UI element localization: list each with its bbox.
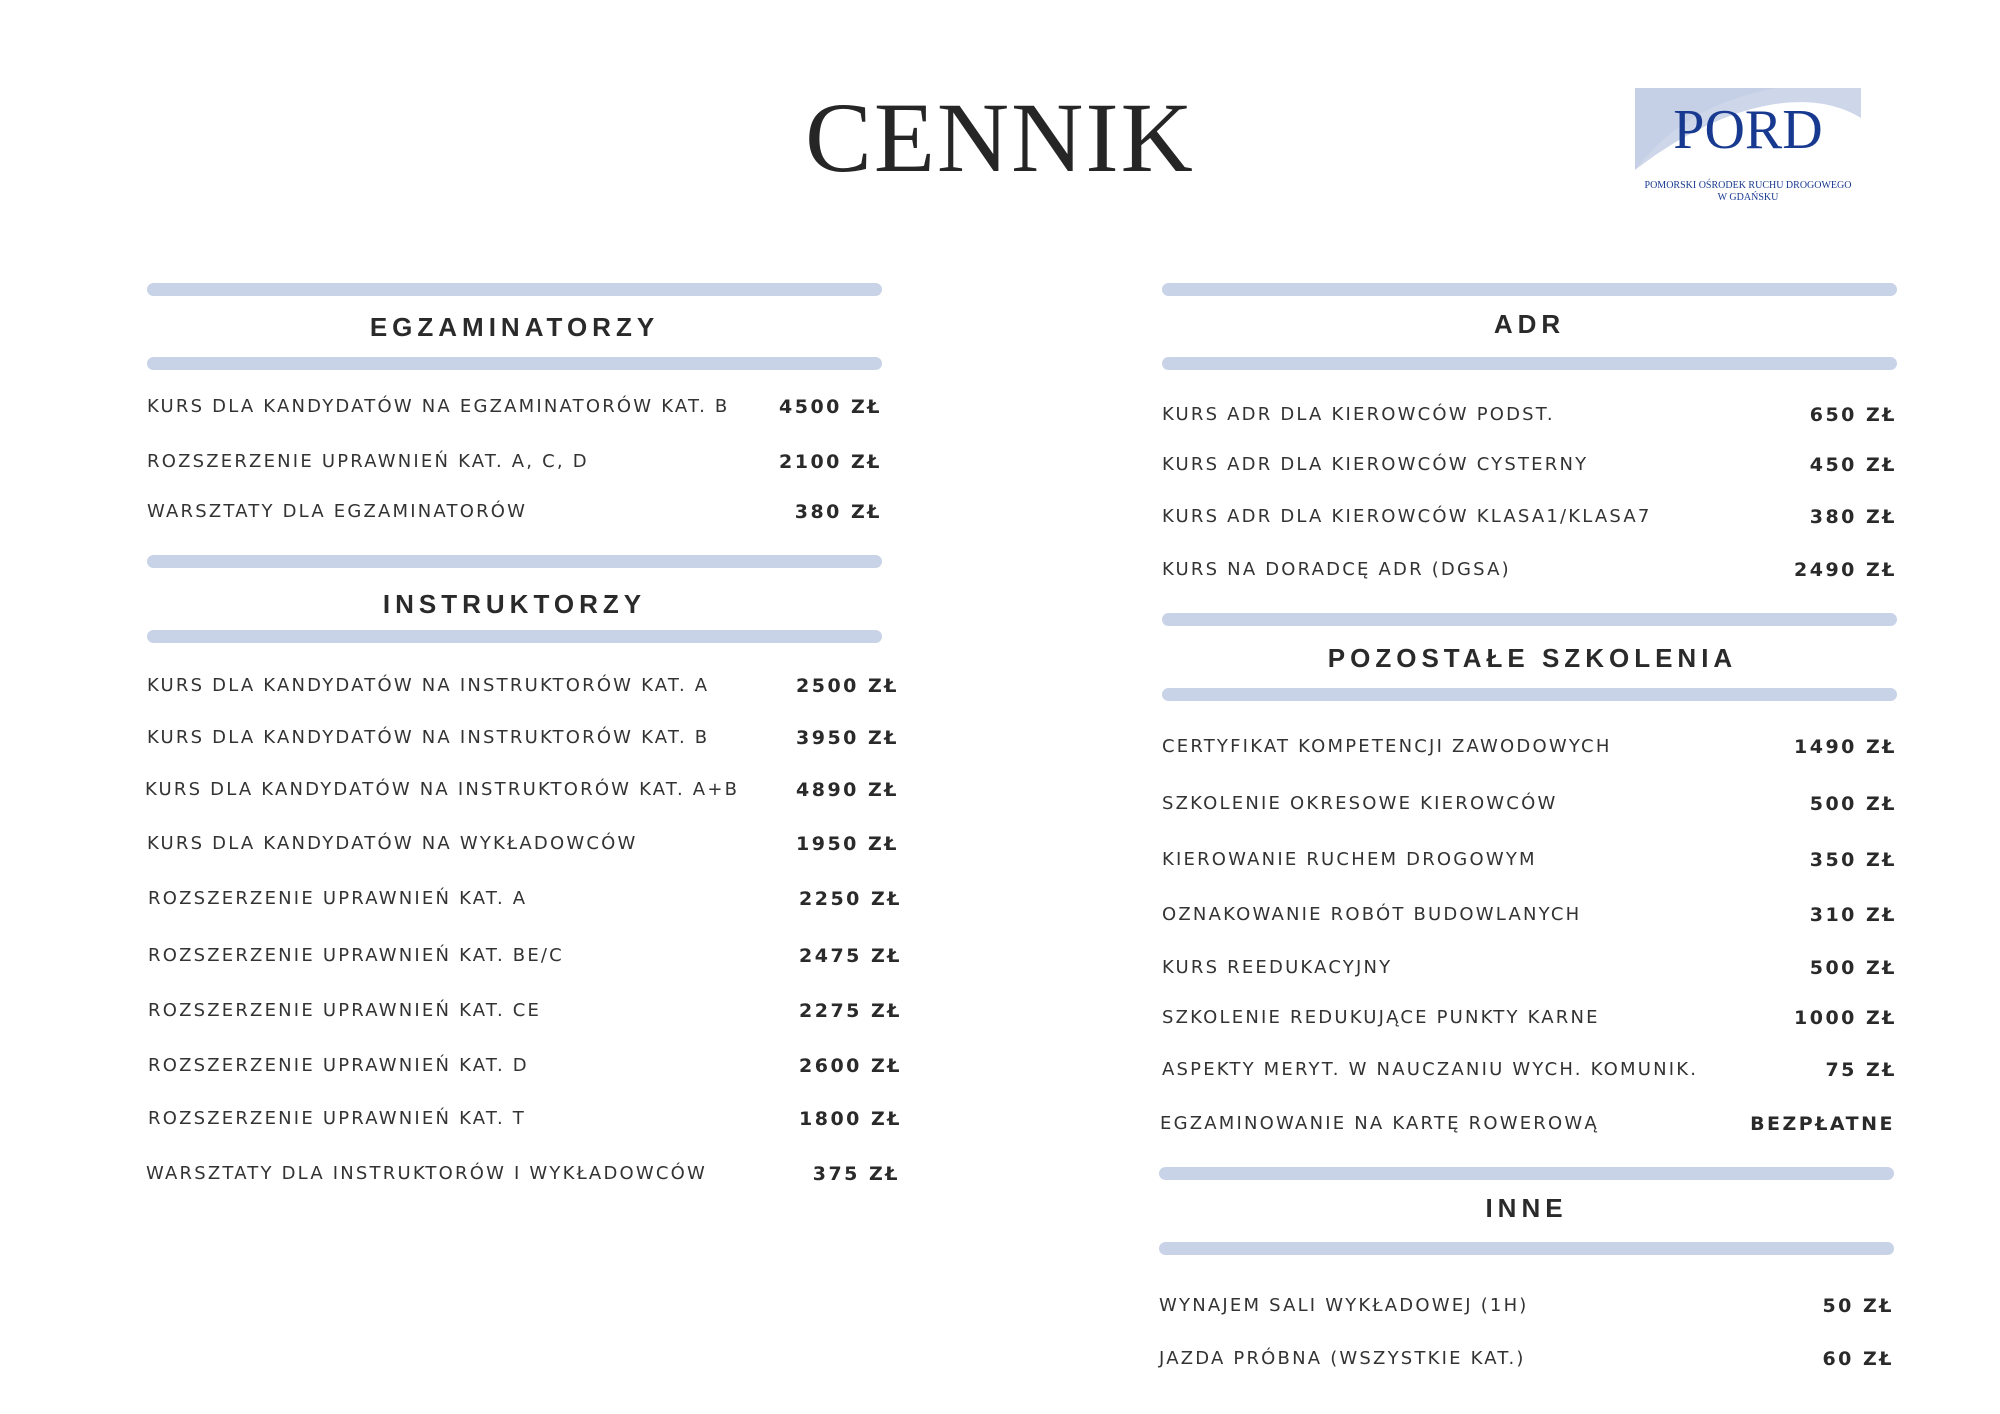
price-row xyxy=(1162,555,1897,585)
section-heading-inne: INNE xyxy=(1485,1193,1568,1223)
item-label: ROZSZERZENIE UPRAWNIEŃ KAT. T xyxy=(148,1108,526,1129)
item-label: KURS DLA KANDYDATÓW NA INSTRUKTORÓW KAT. A+B xyxy=(145,779,740,800)
logo-subtitle: POMORSKI OŚRODEK RUCHU DROGOWEGO W GDAŃSKU xyxy=(1644,180,1852,203)
item-label: ROZSZERZENIE UPRAWNIEŃ KAT. A xyxy=(148,888,528,909)
section-heading-adr: ADR xyxy=(1493,309,1566,339)
item-price: 650 ZŁ xyxy=(1809,404,1897,426)
section-divider xyxy=(147,555,882,568)
section-divider xyxy=(1162,688,1897,701)
item-price: 1800 ZŁ xyxy=(799,1108,902,1130)
item-price: 2275 ZŁ xyxy=(799,1000,902,1022)
section-divider xyxy=(1162,357,1897,370)
item-price: 50 ZŁ xyxy=(1822,1295,1894,1317)
item-price: 350 ZŁ xyxy=(1809,849,1897,871)
item-label: KURS DLA KANDYDATÓW NA EGZAMINATORÓW KAT. B xyxy=(147,396,730,417)
price-row xyxy=(1162,1003,1897,1033)
item-price: 1490 ZŁ xyxy=(1794,736,1897,758)
section-divider xyxy=(147,630,882,643)
item-price: 375 ZŁ xyxy=(812,1163,900,1185)
item-label: KIEROWANIE RUCHEM DROGOWYM xyxy=(1162,849,1537,870)
page-title: CENNIK xyxy=(805,82,1195,193)
price-row xyxy=(148,1104,902,1134)
item-label: EGZAMINOWANIE NA KARTĘ ROWEROWĄ xyxy=(1160,1113,1599,1134)
item-label: JAZDA PRÓBNA (WSZYSTKIE KAT.) xyxy=(1159,1348,1526,1369)
item-price: 380 ZŁ xyxy=(794,501,882,523)
item-label: KURS REEDUKACYJNY xyxy=(1162,957,1393,978)
item-label: SZKOLENIE OKRESOWE KIEROWCÓW xyxy=(1162,793,1558,814)
item-price: 2475 ZŁ xyxy=(799,945,902,967)
price-row xyxy=(148,1051,902,1081)
item-price: 1950 ZŁ xyxy=(796,833,899,855)
item-label: CERTYFIKAT KOMPETENCJI ZAWODOWYCH xyxy=(1162,736,1612,757)
section-divider xyxy=(1162,613,1897,626)
price-row xyxy=(148,941,902,971)
item-price: 4890 ZŁ xyxy=(796,779,899,801)
item-price: 2490 ZŁ xyxy=(1794,559,1897,581)
section-divider xyxy=(147,283,882,296)
item-price: 380 ZŁ xyxy=(1809,506,1897,528)
section-heading-egzaminatorzy: EGZAMINATORZY xyxy=(369,312,660,342)
item-price: 2100 ZŁ xyxy=(779,451,882,473)
price-row xyxy=(1162,953,1897,983)
price-row xyxy=(147,497,882,527)
section-divider xyxy=(147,357,882,370)
item-price: 2500 ZŁ xyxy=(796,675,899,697)
section-heading-instruktorzy: INSTRUKTORZY xyxy=(382,589,647,619)
price-row xyxy=(148,996,902,1026)
price-row xyxy=(1162,732,1897,762)
price-row xyxy=(1162,845,1897,875)
logo-wordmark: PORD xyxy=(1673,99,1823,161)
item-price: 500 ZŁ xyxy=(1809,793,1897,815)
price-row xyxy=(147,447,882,477)
price-row xyxy=(145,775,899,805)
item-label: KURS DLA KANDYDATÓW NA INSTRUKTORÓW KAT. A xyxy=(147,675,710,696)
price-row xyxy=(147,392,882,422)
price-row xyxy=(1162,502,1897,532)
price-row xyxy=(147,829,899,859)
price-row xyxy=(146,1159,900,1189)
item-label: ROZSZERZENIE UPRAWNIEŃ KAT. D xyxy=(148,1055,529,1076)
item-price: 3950 ZŁ xyxy=(796,727,899,749)
price-row xyxy=(148,884,902,914)
item-label: WYNAJEM SALI WYKŁADOWEJ (1H) xyxy=(1159,1295,1529,1316)
item-label: ROZSZERZENIE UPRAWNIEŃ KAT. A, C, D xyxy=(147,451,589,472)
item-label: ASPEKTY MERYT. W NAUCZANIU WYCH. KOMUNIK. xyxy=(1162,1059,1699,1080)
item-label: KURS ADR DLA KIEROWCÓW KLASA1/KLASA7 xyxy=(1162,506,1652,527)
item-label: KURS DLA KANDYDATÓW NA WYKŁADOWCÓW xyxy=(147,833,638,854)
section-heading-pozostale: POZOSTAŁE SZKOLENIA xyxy=(1327,643,1738,673)
item-label: ROZSZERZENIE UPRAWNIEŃ KAT. BE/C xyxy=(148,945,564,966)
price-row xyxy=(1159,1291,1894,1321)
item-price: 450 ZŁ xyxy=(1809,454,1897,476)
price-row xyxy=(1162,1055,1897,1085)
item-label: WARSZTATY DLA INSTRUKTORÓW I WYKŁADOWCÓW xyxy=(146,1163,708,1184)
item-label: SZKOLENIE REDUKUJĄCE PUNKTY KARNE xyxy=(1162,1007,1600,1028)
item-label: KURS NA DORADCĘ ADR (DGSA) xyxy=(1162,559,1511,580)
item-price: 500 ZŁ xyxy=(1809,957,1897,979)
item-price: BEZPŁATNE xyxy=(1750,1113,1895,1135)
item-label: KURS DLA KANDYDATÓW NA INSTRUKTORÓW KAT. B xyxy=(147,727,710,748)
item-label: KURS ADR DLA KIEROWCÓW PODST. xyxy=(1162,404,1555,425)
item-label: WARSZTATY DLA EGZAMINATORÓW xyxy=(147,501,528,522)
section-divider xyxy=(1159,1242,1894,1255)
price-row xyxy=(1162,900,1897,930)
pord-logo xyxy=(1635,88,1861,208)
item-price: 2250 ZŁ xyxy=(799,888,902,910)
price-row xyxy=(1162,400,1897,430)
item-price: 75 ZŁ xyxy=(1825,1059,1897,1081)
item-label: KURS ADR DLA KIEROWCÓW CYSTERNY xyxy=(1162,454,1589,475)
item-price: 1000 ZŁ xyxy=(1794,1007,1897,1029)
section-divider xyxy=(1159,1167,1894,1180)
item-price: 2600 ZŁ xyxy=(799,1055,902,1077)
item-label: ROZSZERZENIE UPRAWNIEŃ KAT. CE xyxy=(148,1000,542,1021)
price-row xyxy=(1162,789,1897,819)
item-label: OZNAKOWANIE ROBÓT BUDOWLANYCH xyxy=(1162,904,1582,925)
price-row xyxy=(1159,1344,1894,1374)
item-price: 310 ZŁ xyxy=(1809,904,1897,926)
section-divider xyxy=(1162,283,1897,296)
price-row xyxy=(147,671,899,701)
price-row xyxy=(147,723,899,753)
price-row xyxy=(1160,1109,1895,1139)
item-price: 60 ZŁ xyxy=(1822,1348,1894,1370)
item-price: 4500 ZŁ xyxy=(779,396,882,418)
price-row xyxy=(1162,450,1897,480)
